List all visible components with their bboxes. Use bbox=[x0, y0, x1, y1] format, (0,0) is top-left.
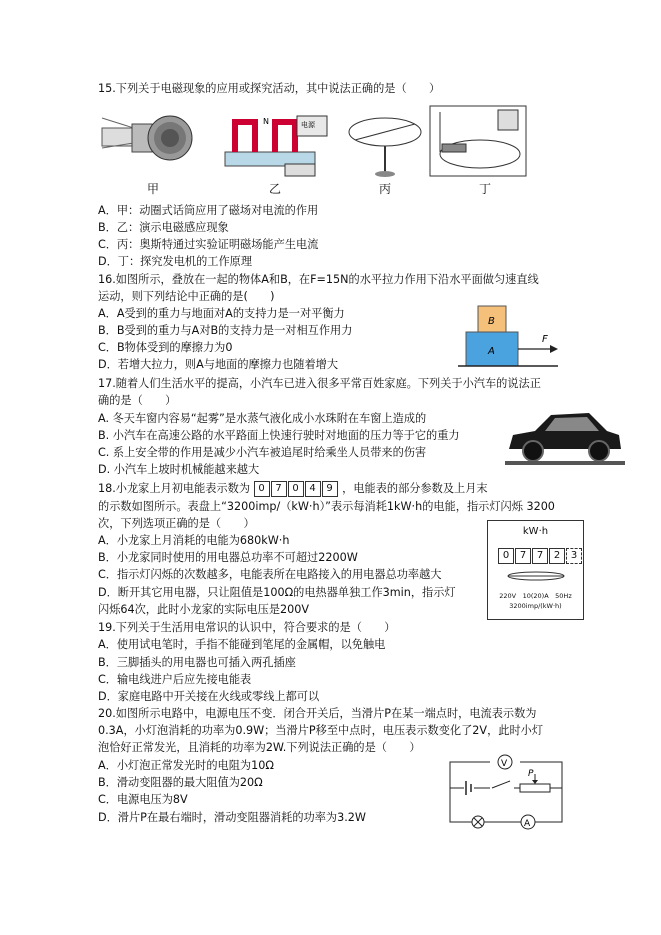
q15-option-b: B．乙：演示电磁感应现象 bbox=[98, 221, 229, 234]
q15-fig-yi bbox=[215, 112, 330, 180]
q18-option-b: B．小龙家同时使用的用电器总功率不可超过2200W bbox=[98, 551, 358, 564]
q16-label-a: A bbox=[488, 346, 495, 357]
q16-figure bbox=[458, 302, 568, 372]
q18-meter-digit: 7 bbox=[532, 548, 548, 564]
q18-meter-figure bbox=[487, 520, 584, 620]
q18-meter-spec: 220V 10(20)A 50Hz bbox=[499, 592, 572, 600]
q15-fig-jia bbox=[100, 108, 200, 178]
q15-option-d: D．丁：探究发电机的工作原理 bbox=[98, 255, 253, 268]
q18-stem-line2: 的示数如图所示。表盘上“3200imp/（kW·h）”表示每消耗1kW·h的电能，指示灯闪烁 3200 bbox=[98, 500, 555, 513]
q16-label-b: B bbox=[488, 316, 495, 327]
q18-meter-unit: kW·h bbox=[522, 526, 549, 537]
q17-car-figure bbox=[505, 405, 625, 471]
q19-option-a: A．使用试电笔时，手指不能碰到笔尾的金属帽，以免触电 bbox=[98, 638, 386, 651]
q15-power-label: 电源 bbox=[301, 121, 315, 129]
q17-option-a: A. 冬天车窗内容易“起雾”是水蒸气液化成小水珠附在车窗上造成的 bbox=[98, 412, 427, 425]
q16-stem-line2: 运动，则下列结论中正确的是( ) bbox=[98, 290, 275, 303]
q20-stem-line3: 泡恰好正常发光，且消耗的功率为2W.下列说法正确的是（ ） bbox=[98, 741, 421, 754]
q18-initial-digit: 9 bbox=[322, 481, 338, 497]
q20-stem-line1: 20.如图所示电路中，电源电压不变．闭合开关后，当滑片P在某一端点时，电流表示数为 bbox=[98, 707, 537, 720]
q18-stem-prefix: 18.小龙家上月初电能表示数为 bbox=[98, 482, 251, 495]
q16-stem-line1: 16.如图所示，叠放在一起的物体A和B，在F=15N的水平拉力作用下沿水平面做匀速直线 bbox=[98, 273, 539, 286]
q15-fig-ding bbox=[428, 104, 528, 178]
q18-stem-line1 bbox=[98, 481, 488, 497]
q16-option-b: B．B受到的重力与A对B的支持力是一对相互作用力 bbox=[98, 324, 353, 337]
q18-meter-digit: 2 bbox=[549, 548, 565, 564]
q15-caption-bing: 丙 bbox=[378, 182, 391, 196]
q16-option-d: D．若增大拉力，则A与地面的摩擦力也随着增大 bbox=[98, 358, 339, 371]
q18-meter-digit: 3 bbox=[566, 548, 582, 564]
q18-option-d-line2: 闪烁64次，此时小龙家的实际电压是200V bbox=[98, 603, 310, 616]
q18-option-a: A．小龙家上月消耗的电能为680kW·h bbox=[98, 534, 290, 547]
q18-meter-digit: 7 bbox=[515, 548, 531, 564]
q18-meter-imp: 3200imp/(kW·h) bbox=[509, 602, 562, 610]
q20-option-d: D．滑片P在最右端时，滑动变阻器消耗的功率为3.2W bbox=[98, 811, 366, 824]
q17-option-c: C. 系上安全带的作用是减少小汽车被追尾时给乘坐人员带来的伤害 bbox=[98, 446, 427, 459]
q15-fig-bing bbox=[345, 110, 425, 180]
q18-meter-reading bbox=[498, 543, 583, 564]
q15-option-a: A．甲：动圈式话筒应用了磁场对电流的作用 bbox=[98, 204, 319, 217]
q17-option-b: B. 小汽车在高速公路的水平路面上快速行驶时对地面的压力等于它的重力 bbox=[98, 429, 460, 442]
q20-voltmeter-label: V bbox=[501, 759, 508, 769]
q19-option-d: D．家庭电路中开关接在火线或零线上都可以 bbox=[98, 690, 320, 703]
q20-option-b: B．滑动变阻器的最大阻值为20Ω bbox=[98, 776, 263, 789]
q18-meter-disc bbox=[506, 569, 566, 583]
q18-option-d-line1: D．断开其它用电器，只让阻值是100Ω的电热器单独工作3min，指示灯 bbox=[98, 586, 456, 599]
q17-stem-line2: 确的是（ ） bbox=[98, 394, 177, 407]
q20-option-a: A．小灯泡正常发光时的电阻为10Ω bbox=[98, 759, 274, 772]
q18-initial-reading bbox=[254, 481, 339, 497]
q17-stem-line1: 17.随着人们生活水平的提高，小汽车已进入很多平常百姓家庭。下列关于小汽车的说法正 bbox=[98, 377, 541, 390]
q15-option-c: C．丙：奥斯特通过实验证明磁场能产生电流 bbox=[98, 238, 319, 251]
q18-stem-suffix: ，电能表的部分参数及上月末 bbox=[342, 482, 488, 495]
q15-caption-ding: 丁 bbox=[478, 182, 491, 196]
q20-ammeter-label: A bbox=[524, 819, 531, 829]
q20-slider-label: P bbox=[528, 769, 534, 779]
q20-stem-line2: 0.3A，小灯泡消耗的功率为0.9W；当滑片P移至中点时，电压表示数变化了2V，此时小灯 bbox=[98, 724, 544, 737]
q20-circuit-figure bbox=[440, 748, 570, 830]
q16-option-a: A．A受到的重力与地面对A的支持力是一对平衡力 bbox=[98, 307, 345, 320]
q15-caption-yi: 乙 bbox=[268, 182, 281, 196]
q16-label-f: F bbox=[542, 334, 548, 345]
q17-option-d: D. 小汽车上坡时机械能越来越大 bbox=[98, 463, 260, 476]
q18-option-c: C．指示灯闪烁的次数越多，电能表所在电路接入的用电器总功率越大 bbox=[98, 568, 442, 581]
q20-option-c: C．电源电压为8V bbox=[98, 793, 188, 806]
q18-initial-digit: 0 bbox=[254, 481, 270, 497]
q18-initial-digit: 0 bbox=[288, 481, 304, 497]
q18-stem-line3: 次，下列选项正确的是（ ） bbox=[98, 517, 255, 530]
q15-caption-jia: 甲 bbox=[146, 182, 159, 196]
q19-option-c: C．输电线进户后应先接电能表 bbox=[98, 673, 252, 686]
q18-meter-digit: 0 bbox=[498, 548, 514, 564]
q15-stem: 15.下列关于电磁现象的应用或探究活动，其中说法正确的是（ ） bbox=[98, 82, 441, 95]
q16-option-c: C．B物体受到的摩擦力为0 bbox=[98, 341, 233, 354]
q15-n-label: N bbox=[263, 117, 269, 126]
q18-initial-digit: 7 bbox=[271, 481, 287, 497]
q18-initial-digit: 4 bbox=[305, 481, 321, 497]
q19-option-b: B．三脚插头的用电器也可插入两孔插座 bbox=[98, 656, 296, 669]
q19-stem: 19.下列关于生活用电常识的认识中，符合要求的是（ ） bbox=[98, 621, 396, 634]
